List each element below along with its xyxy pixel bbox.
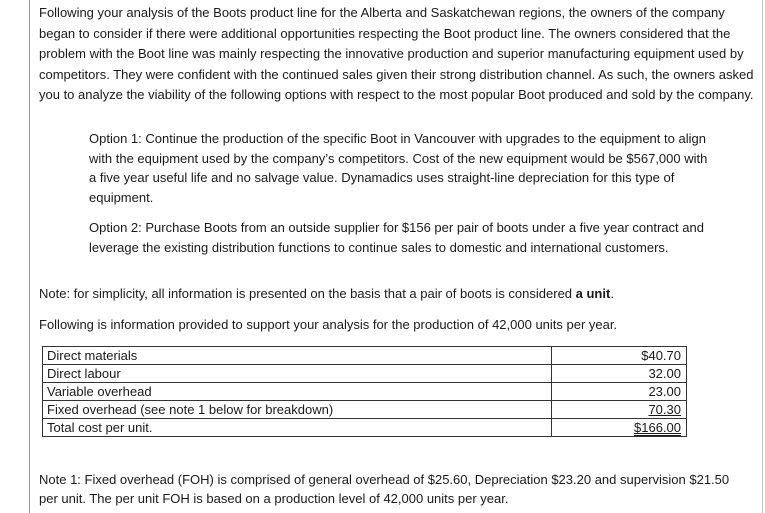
fixed-overhead-value: 70.30 (648, 402, 681, 417)
row-label: Variable overhead (43, 383, 552, 401)
row-label: Direct materials (43, 347, 552, 365)
row-value: 32.00 (552, 365, 687, 383)
table-row (43, 383, 687, 401)
row-label: Direct labour (43, 365, 552, 383)
option-2-paragraph: Option 2: Purchase Boots from an outside supplier for $156 per pair of boots under a five year contract and leverage the existing distribution functions to continue sales to domestic and international customers. (89, 220, 704, 255)
table-total-row (43, 419, 687, 437)
row-label: Fixed overhead (see note 1 below for breakdown) (43, 401, 552, 419)
table-row (43, 365, 687, 383)
simplicity-note (39, 285, 614, 303)
table-row (43, 347, 687, 365)
simplicity-note-text: Note: for simplicity, all information is presented on the basis that a pair of boots is considered (39, 286, 576, 301)
right-margin-rule (762, 0, 763, 513)
footnote-1: Note 1: Fixed overhead (FOH) is comprised of general overhead of $25.60, Depreciation $23.20 and supervision $21.50 per unit. The per unit FOH is based on a production level of 42,000 units per year. (39, 472, 730, 506)
row-value: 23.00 (552, 383, 687, 401)
row-value: $40.70 (552, 347, 687, 365)
left-margin-rule (29, 0, 30, 513)
simplicity-note-suffix: . (610, 286, 614, 301)
cost-table (42, 346, 687, 437)
intro-paragraph: Following your analysis of the Boots product line for the Alberta and Saskatchewan regions, the owners of the company began to consider if there were additional opportunities respecting the Boot product line. The owners considered that the problem with the Boot line was mainly respecting the innovative production and superior manufacturing equipment used by competitors. They were confident with the continued sales given their strong distribution channel. As such, the owners asked you to analyze the viability of the following options with respect to the most popular Boot produced and sold by the company. (39, 5, 754, 102)
option-1-paragraph: Option 1: Continue the production of the specific Boot in Vancouver with upgrades to the equipment to align with the equipment used by the company’s competitors. Cost of the new equipment would be $567,000 with a five year useful life and no salvage value. Dynamadics uses straight-line depreciation for this type of equipment. (89, 131, 708, 205)
row-value (552, 401, 687, 419)
total-label: Total cost per unit. (43, 419, 552, 437)
table-row (43, 401, 687, 419)
total-value-cell (552, 419, 687, 437)
total-value: $166.00 (634, 420, 681, 435)
simplicity-note-bold: a unit (575, 286, 611, 301)
following-info: Following is information provided to support your analysis for the production of 42,000 units per year. (39, 317, 618, 332)
